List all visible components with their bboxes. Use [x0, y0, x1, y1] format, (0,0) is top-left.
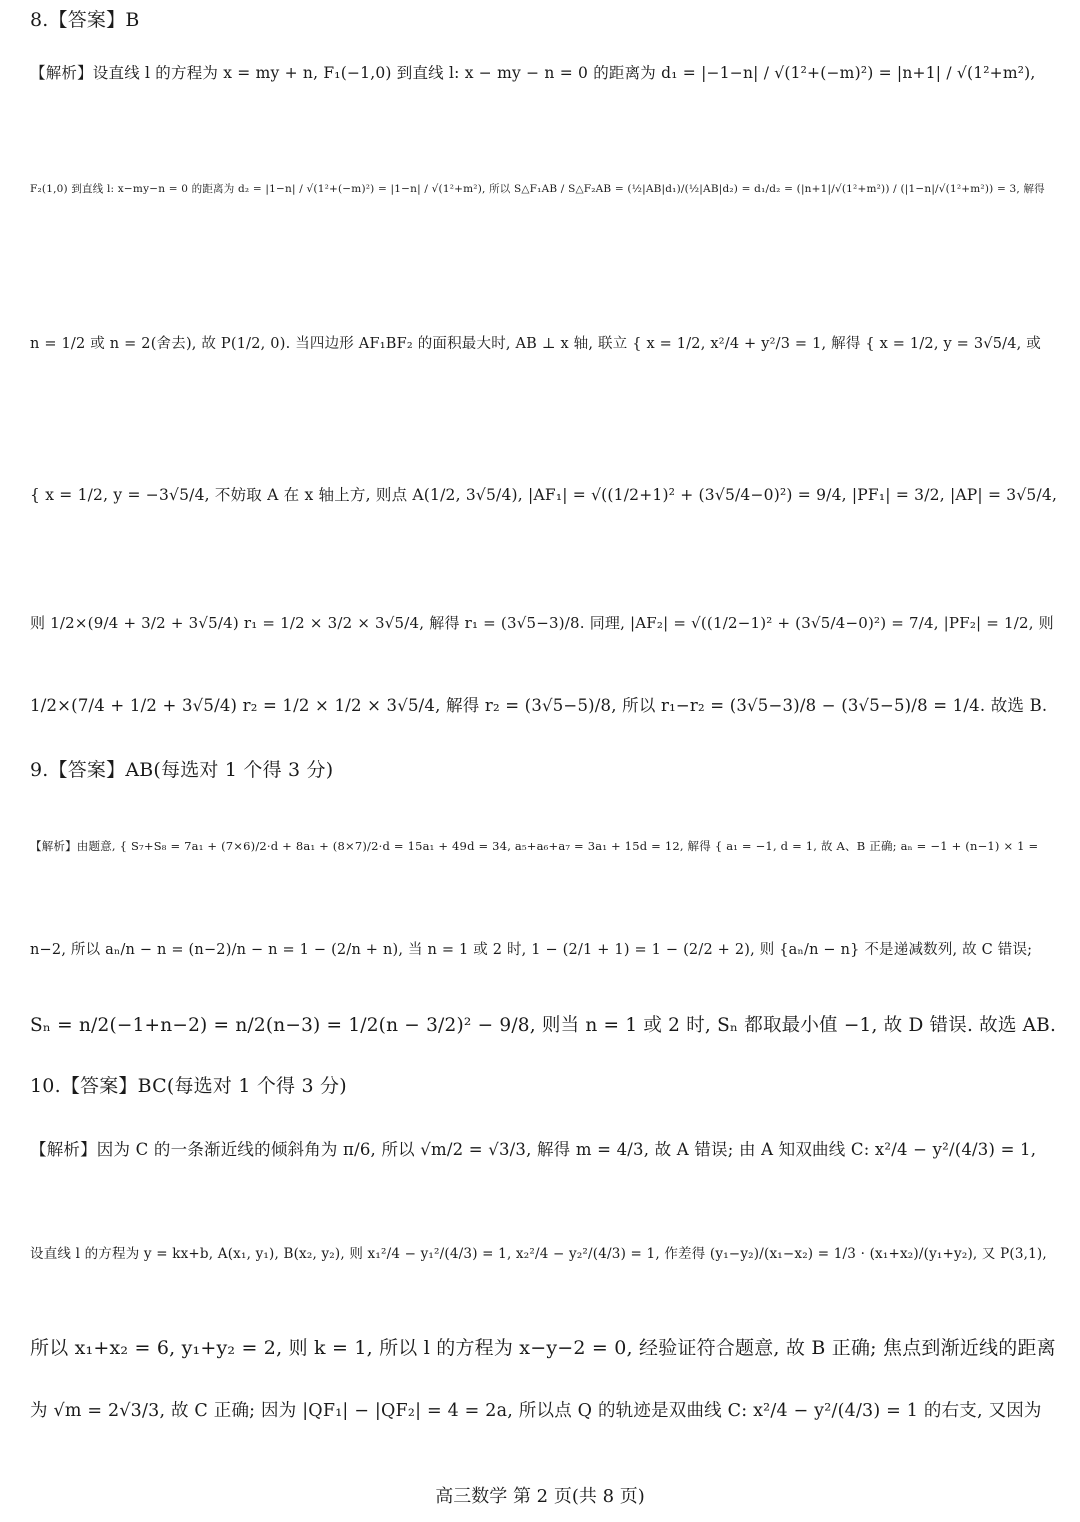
- q9-answer: 9.【答案】AB(每选对 1 个得 3 分): [30, 759, 334, 781]
- q8-analysis-line-5: 则 1/2×(9/4 + 3/2 + 3√5/4) r₁ = 1/2 × 3/2 × 3√5/4, 解得 r₁ = (3√5−3)/8. 同理, |AF₂| = √((1/2−1)² + (3√5/4−0)²) = 7/4, |PF₂| = 1/2, 则: [30, 614, 1054, 632]
- q8-analysis-line-2: F₂(1,0) 到直线 l: x−my−n = 0 的距离为 d₂ = |1−n| / √(1²+(−m)²) = |1−n| / √(1²+m²), 所以 S△F₁AB / S△F₂AB = (½|AB|d₁)/(½|AB|d₂) = d₁/d₂ = (|n+1|/√(1²+m²)) / (|1−n|/√(1²+m²)) = 3, 解得: [30, 183, 1045, 195]
- q9-analysis-line-3: Sₙ = n/2(−1+n−2) = n/2(n−3) = 1/2(n − 3/2)² − 9/8, 则当 n = 1 或 2 时, Sₙ 都取最小值 −1, 故 D 错误. 故选 AB.: [30, 1015, 1057, 1036]
- q9-analysis-line-2: n−2, 所以 aₙ/n − n = (n−2)/n − n = 1 − (2/n + n), 当 n = 1 或 2 时, 1 − (2/1 + 1) = 1 − (2/2 + 2), 则 {aₙ/n − n} 不是递减数列, 故 C 错误;: [30, 942, 1033, 958]
- q10-analysis-line-3: 所以 x₁+x₂ = 6, y₁+y₂ = 2, 则 k = 1, 所以 l 的方程为 x−y−2 = 0, 经验证符合题意, 故 B 正确; 焦点到渐近线的距离: [30, 1337, 1056, 1359]
- q10-analysis-line-2: 设直线 l 的方程为 y = kx+b, A(x₁, y₁), B(x₂, y₂), 则 x₁²/4 − y₁²/(4/3) = 1, x₂²/4 − y₂²/(4/3) = 1, 作差得 (y₁−y₂)/(x₁−x₂) = 1/3 · (x₁+x₂)/(y₁+y₂), 又 P(3,1),: [30, 1246, 1047, 1262]
- q10-answer: 10.【答案】BC(每选对 1 个得 3 分): [30, 1075, 347, 1097]
- page-footer: 高三数学 第 2 页(共 8 页): [435, 1486, 645, 1507]
- q8-analysis-line-6: 1/2×(7/4 + 1/2 + 3√5/4) r₂ = 1/2 × 1/2 × 3√5/4, 解得 r₂ = (3√5−5)/8, 所以 r₁−r₂ = (3√5−3)/8 − (3√5−5)/8 = 1/4. 故选 B.: [30, 696, 1048, 715]
- q8-analysis-line-4: { x = 1/2, y = −3√5/4, 不妨取 A 在 x 轴上方, 则点 A(1/2, 3√5/4), |AF₁| = √((1/2+1)² + (3√5/4−0)²) = 9/4, |PF₁| = 3/2, |AP| = 3√5/4,: [30, 486, 1058, 504]
- q9-analysis-line-1: 【解析】由题意, { S₇+S₈ = 7a₁ + (7×6)/2·d + 8a₁ + (8×7)/2·d = 15a₁ + 49d = 34, a₅+a₆+a₇ = 3a₁ + 15d = 12, 解得 { a₁ = −1, d = 1, 故 A、B 正确; aₙ = −1 + (n−1) × 1 =: [30, 839, 1039, 853]
- q8-answer: 8.【答案】B: [30, 9, 140, 31]
- q8-analysis-line-1: 【解析】设直线 l 的方程为 x = my + n, F₁(−1,0) 到直线 l: x − my − n = 0 的距离为 d₁ = |−1−n| / √(1²+(−m)²) = |n+1| / √(1²+m²),: [30, 64, 1036, 82]
- q10-analysis-line-4: 为 √m = 2√3/3, 故 C 正确; 因为 |QF₁| − |QF₂| = 4 = 2a, 所以点 Q 的轨迹是双曲线 C: x²/4 − y²/(4/3) = 1 的右支, 又因为: [30, 1401, 1042, 1421]
- q8-analysis-line-3: n = 1/2 或 n = 2(舍去), 故 P(1/2, 0). 当四边形 AF₁BF₂ 的面积最大时, AB ⊥ x 轴, 联立 { x = 1/2, x²/4 + y²/3 = 1, 解得 { x = 1/2, y = 3√5/4, 或: [30, 336, 1041, 352]
- q10-analysis-line-1: 【解析】因为 C 的一条渐近线的倾斜角为 π/6, 所以 √m/2 = √3/3, 解得 m = 4/3, 故 A 错误; 由 A 知双曲线 C: x²/4 − y²/(4/3) = 1,: [30, 1140, 1037, 1159]
